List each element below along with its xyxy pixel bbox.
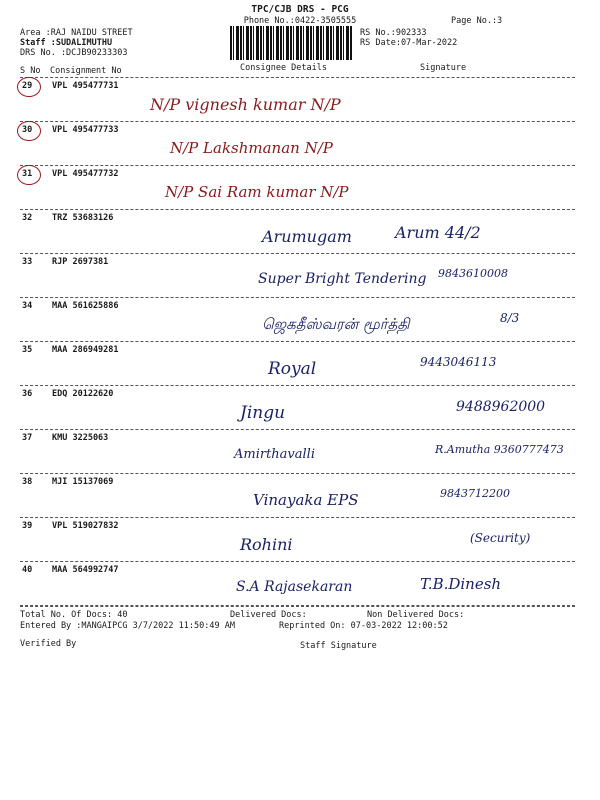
col-sno: S No (20, 66, 41, 76)
row-number: 38 (22, 477, 33, 487)
delivered-docs: Delivered Docs: (230, 610, 307, 620)
consignee-handwriting: Arumugam (262, 227, 352, 246)
row-divider (20, 209, 575, 210)
signature-handwriting: 9843712200 (440, 487, 510, 500)
rs-date: RS Date:07-Mar-2022 (360, 38, 458, 48)
row-divider (20, 121, 575, 122)
rs-number: RS No.:902333 (360, 28, 427, 38)
consignment-number: MJI 15137069 (52, 477, 114, 487)
consignee-handwriting: Amirthavalli (234, 447, 316, 462)
row-number: 32 (22, 213, 33, 223)
row-number: 37 (22, 433, 33, 443)
consignment-number: EDQ 20122620 (52, 389, 114, 399)
row-divider (20, 341, 575, 342)
row-divider (20, 253, 575, 254)
consignment-number: MAA 564992747 (52, 565, 119, 575)
consignment-number: KMU 3225063 (52, 433, 109, 443)
row-number: 36 (22, 389, 33, 399)
row-divider (20, 297, 575, 298)
verified-by: Verified By (20, 639, 77, 649)
consignment-number: VPL 519027832 (52, 521, 119, 531)
consignment-number: VPL 495477732 (52, 169, 119, 179)
signature-handwriting: T.B.Dinesh (420, 575, 502, 593)
consignee-handwriting: N/P vignesh kumar N/P (150, 95, 341, 114)
reprinted-on: Reprinted On: 07-03-2022 12:00:52 (279, 621, 448, 631)
report-title: TPC/CJB DRS - PCG (251, 4, 349, 15)
staff-signature: Staff Signature (300, 641, 377, 651)
row-number: 33 (22, 257, 33, 267)
row-number: 29 (22, 81, 33, 91)
signature-handwriting: Arum 44/2 (395, 223, 481, 242)
signature-handwriting: 9488962000 (456, 399, 546, 415)
row-number: 40 (22, 565, 33, 575)
consignment-number: RJP 2697381 (52, 257, 109, 267)
col-consignee: Consignee Details (240, 63, 327, 73)
consignment-number: MAA 286949281 (52, 345, 119, 355)
consignee-handwriting: ஜெகதீஸ்வரன் மூர்த்தி (262, 315, 410, 333)
signature-handwriting: (Security) (470, 531, 531, 545)
signature-handwriting: 9443046113 (420, 355, 497, 369)
consignee-handwriting: Rohini (240, 535, 293, 554)
signature-handwriting: 8/3 (500, 311, 520, 325)
consignee-handwriting: Super Bright Tendering (258, 271, 427, 287)
consignment-number: MAA 561625886 (52, 301, 119, 311)
footer-divider (20, 606, 575, 607)
entered-by: Entered By :MANGAIPCG 3/7/2022 11:50:49 AM (20, 621, 235, 631)
row-divider (20, 429, 575, 430)
signature-handwriting: 9843610008 (438, 267, 508, 280)
consignee-handwriting: N/P Sai Ram kumar N/P (165, 183, 349, 201)
row-number: 39 (22, 521, 33, 531)
row-divider (20, 165, 575, 166)
page-number: Page No.:3 (451, 16, 503, 26)
row-divider (20, 517, 575, 518)
consignee-handwriting: Jingu (240, 403, 286, 423)
consignment-number: TRZ 53683126 (52, 213, 114, 223)
area-label: Area :RAJ NAIDU STREET (20, 28, 133, 38)
header-divider (20, 77, 575, 78)
barcode (230, 26, 352, 60)
total-docs: Total No. Of Docs: 40 (20, 610, 128, 620)
row-divider (20, 473, 575, 474)
consignee-handwriting: Vinayaka EPS (253, 491, 359, 509)
signature-handwriting: R.Amutha 9360777473 (435, 443, 564, 456)
consignee-handwriting: Royal (268, 359, 317, 379)
row-number: 35 (22, 345, 33, 355)
phone-number: Phone No.:0422-3505555 (243, 16, 357, 26)
col-consignment: Consignment No (50, 66, 122, 76)
row-number: 31 (22, 169, 33, 179)
row-divider (20, 385, 575, 386)
not-present-circle (17, 165, 41, 185)
not-present-circle (17, 121, 41, 141)
col-signature: Signature (420, 63, 467, 73)
drs-number: DRS No. :DCJB90233303 (20, 48, 128, 58)
consignment-number: VPL 495477731 (52, 81, 119, 91)
not-present-circle (17, 77, 41, 97)
non-delivered-docs: Non Delivered Docs: (367, 610, 465, 620)
consignee-handwriting: N/P Lakshmanan N/P (170, 139, 333, 157)
consignee-handwriting: S.A Rajasekaran (236, 579, 353, 595)
row-divider (20, 561, 575, 562)
consignment-number: VPL 495477733 (52, 125, 119, 135)
row-number: 34 (22, 301, 33, 311)
staff-label: Staff :SUDALIMUTHU (20, 38, 113, 48)
row-number: 30 (22, 125, 33, 135)
